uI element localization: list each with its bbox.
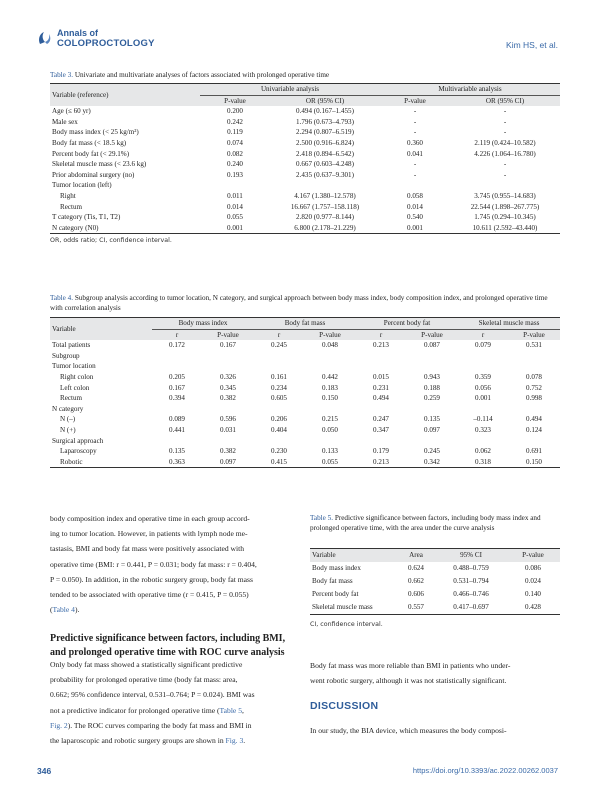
table4-r-cell: 0.079 bbox=[475, 341, 491, 350]
paragraph-line: 0.662; 95% confidence interval, 0.531–0.764; P = 0.024). BMI was bbox=[50, 690, 255, 700]
table4-row bbox=[50, 372, 560, 383]
table5 bbox=[310, 548, 560, 615]
table4-r-cell: 0.234 bbox=[271, 383, 287, 392]
table3-header-variable: Variable (reference) bbox=[52, 90, 109, 99]
table3-variable-cell: Body fat mass (< 18.5 kg) bbox=[52, 138, 127, 147]
table4-header-bmi: Body mass index bbox=[152, 318, 254, 330]
paren-text: ( bbox=[50, 605, 53, 615]
table3-or-cell: 0.667 (0.603–4.248) bbox=[296, 160, 354, 169]
table5-row bbox=[310, 562, 560, 575]
table3-p-value-cell: 0.082 bbox=[227, 149, 243, 158]
table3-row bbox=[50, 170, 560, 181]
table5-footnote: CI, confidence interval. bbox=[310, 621, 383, 628]
table3-subheader-or: OR (95% CI) bbox=[485, 96, 525, 105]
table4-r-cell: 0.179 bbox=[373, 447, 389, 456]
table4-r-cell: 0.394 bbox=[169, 394, 185, 403]
table3-variable-cell: Rectum bbox=[60, 202, 83, 211]
journal-name-line1: Annals of bbox=[57, 28, 99, 38]
table4-p-value-cell bbox=[304, 351, 356, 362]
table4-p-value-cell: 0.150 bbox=[322, 394, 338, 403]
table3-p-value-cell: 0.014 bbox=[407, 202, 423, 211]
table4-r-cell: 0.347 bbox=[373, 425, 389, 434]
table4-r-cell: 0.135 bbox=[169, 447, 185, 456]
table4-p-value-cell: 0.097 bbox=[424, 425, 440, 434]
table3-or-cell: 2.820 (0.977–8.144) bbox=[296, 213, 354, 222]
table5-caption-text: Predictive significance between factors, including body mass index and prolonged operative time, with the area under the curve analysis bbox=[310, 514, 541, 532]
table3-p-value-cell: - bbox=[413, 117, 417, 126]
table4-p-value-cell bbox=[508, 351, 560, 362]
table4-p-value-cell: 0.998 bbox=[526, 394, 542, 403]
text-span: the laparoscopic and robotic surgery groups are shown in bbox=[50, 736, 226, 746]
table5-area-cell: 0.624 bbox=[408, 563, 424, 572]
table5-row bbox=[310, 588, 560, 601]
fig3-link[interactable]: Fig. 3 bbox=[225, 736, 244, 746]
table3-or-cell: 10.611 (2.592–43.440) bbox=[472, 223, 538, 232]
table4-p-value-cell: 0.135 bbox=[424, 415, 440, 424]
table3-row bbox=[50, 191, 560, 202]
table4-r-cell bbox=[152, 404, 202, 415]
table4-r-cell bbox=[152, 436, 202, 447]
table4-r-cell bbox=[356, 404, 406, 415]
text-span: not a predictive indicator for prolonged operative time ( bbox=[50, 705, 220, 715]
right-column-paragraph2 bbox=[310, 723, 560, 738]
table3-row bbox=[50, 138, 560, 149]
table3-or-cell: 3.745 (0.955–14.683) bbox=[474, 191, 536, 200]
paragraph-line bbox=[50, 703, 293, 718]
table3-caption bbox=[50, 70, 560, 80]
paragraph-line: operative time (BMI: r = 0.441, P = 0.031; body fat mass: r = 0.404, bbox=[50, 559, 257, 569]
table4-r-cell: 0.001 bbox=[475, 394, 491, 403]
table4-p-value-cell: 0.150 bbox=[526, 457, 542, 466]
table4-p-value-cell bbox=[508, 361, 560, 372]
table4-row bbox=[50, 436, 560, 447]
table5-variable-cell: Body fat mass bbox=[312, 576, 353, 585]
table4-variable-cell: N category bbox=[52, 404, 84, 413]
table4-r-cell: 0.323 bbox=[475, 425, 491, 434]
paragraph-line: went robotic surgery, although it was not statistically significant. bbox=[310, 676, 507, 686]
table3-or-cell: 0.494 (0.167–1.455) bbox=[296, 107, 354, 116]
table4-p-value-cell: 0.133 bbox=[322, 447, 338, 456]
table4-row bbox=[50, 446, 560, 457]
table4-variable-cell: Rectum bbox=[60, 394, 83, 403]
table4-r-cell: 0.213 bbox=[373, 457, 389, 466]
table4-r-cell: 0.605 bbox=[271, 394, 287, 403]
table4-header-percent-body-fat: Percent body fat bbox=[356, 318, 458, 330]
table4-r-cell: 0.205 bbox=[169, 372, 185, 381]
table3-p-value-cell: - bbox=[413, 160, 417, 169]
table4-subheader-r: r bbox=[277, 330, 281, 339]
table4-r-cell: 0.441 bbox=[169, 425, 185, 434]
paragraph-line bbox=[50, 602, 293, 617]
table4 bbox=[50, 317, 560, 468]
table4-p-value-cell: 0.494 bbox=[526, 415, 542, 424]
table4-r-cell: 0.231 bbox=[373, 383, 389, 392]
table4-r-cell: 0.062 bbox=[475, 447, 491, 456]
table3-or-cell bbox=[450, 180, 560, 191]
table4-r-cell: 0.015 bbox=[373, 372, 389, 381]
table3-p-value-cell: 0.242 bbox=[227, 117, 243, 126]
table4-p-value-cell bbox=[304, 361, 356, 372]
table5-header-area: Area bbox=[409, 550, 423, 559]
table4-variable-cell: N (+) bbox=[60, 425, 76, 434]
table3-p-value-cell: - bbox=[413, 170, 417, 179]
table4-r-cell: 0.230 bbox=[271, 447, 287, 456]
table4-r-cell: 0.213 bbox=[373, 341, 389, 350]
table3-p-value-cell: 0.119 bbox=[227, 128, 243, 137]
table4-r-cell bbox=[254, 351, 304, 362]
table4-header-skeletal-muscle-mass: Skeletal muscle mass bbox=[458, 318, 560, 330]
table4-p-value-cell bbox=[202, 404, 254, 415]
text-span: ). The ROC curves comparing the body fat mass and BMI in bbox=[67, 720, 252, 730]
table3-variable-cell: N category (N0) bbox=[52, 223, 99, 232]
table3-variable-cell: Skeletal muscle mass (< 23.6 kg) bbox=[52, 160, 147, 169]
paragraph-line: In our study, the BIA device, which measures the body composi- bbox=[310, 726, 507, 735]
table4-r-cell: 0.206 bbox=[271, 415, 287, 424]
table5-p-value-cell: 0.140 bbox=[525, 589, 541, 598]
running-head-authors: Kim HS, et al. bbox=[506, 40, 558, 50]
table4-p-value-cell: 0.752 bbox=[526, 383, 542, 392]
table3-p-value-cell: 0.041 bbox=[407, 149, 423, 158]
table5-area-cell: 0.662 bbox=[408, 576, 424, 585]
table4-p-value-cell bbox=[406, 351, 458, 362]
table4-p-value-cell bbox=[202, 361, 254, 372]
table3-or-cell: - bbox=[503, 128, 507, 137]
table4-p-value-cell bbox=[202, 351, 254, 362]
table4-row bbox=[50, 425, 560, 436]
table4-header-variable: Variable bbox=[52, 324, 76, 333]
table4-r-cell: 0.089 bbox=[169, 415, 185, 424]
table4-r-cell: 0.318 bbox=[475, 457, 491, 466]
table3-p-value-cell: 0.014 bbox=[227, 202, 243, 211]
table5-row bbox=[310, 575, 560, 588]
table3-p-value-cell: 0.011 bbox=[227, 191, 243, 200]
table3-or-cell: - bbox=[503, 107, 507, 116]
table4-body bbox=[50, 340, 560, 468]
table4-r-cell: 0.404 bbox=[271, 425, 287, 434]
journal-name-line2: COLOPROCTOLOGY bbox=[57, 38, 155, 49]
table3-row bbox=[50, 106, 560, 117]
table3-p-value-cell: 0.001 bbox=[407, 223, 423, 232]
left-column-paragraph2 bbox=[50, 657, 293, 748]
text-span: , bbox=[242, 705, 244, 715]
table4-p-value-cell: 0.345 bbox=[220, 383, 236, 392]
table4-p-value-cell: 0.087 bbox=[424, 341, 440, 350]
paragraph-line: Body fat mass was more reliable than BMI in patients who under- bbox=[310, 661, 511, 670]
table4-r-cell: 0.056 bbox=[475, 383, 491, 392]
table3-subheader-or: OR (95% CI) bbox=[305, 96, 345, 105]
table4-p-value-cell: 0.596 bbox=[220, 415, 236, 424]
table4-row bbox=[50, 457, 560, 468]
doi-link[interactable]: https://doi.org/10.3393/ac.2022.00262.0037 bbox=[412, 766, 558, 775]
table3-row bbox=[50, 149, 560, 160]
table4-subheader-r: r bbox=[481, 330, 485, 339]
table4-caption-text: Subgroup analysis according to tumor location, N category, and surgical approach between body mass index, body composition index, and prolonged operative time with correlation analysis bbox=[50, 294, 548, 312]
table4-r-cell bbox=[254, 436, 304, 447]
table4-r-cell bbox=[356, 436, 406, 447]
table5-header-ci: 95% CI bbox=[460, 550, 482, 559]
table4-r-cell: 0.245 bbox=[271, 341, 287, 350]
paragraph-line: ing to tumor location. However, in patients with lymph node me- bbox=[50, 529, 248, 539]
left-column bbox=[50, 511, 293, 617]
paragraph-line: body composition index and operative time in each group accord- bbox=[50, 514, 250, 523]
table5-ci-cell: 0.466–0.746 bbox=[453, 589, 489, 598]
table4-subheader-p: P-value bbox=[319, 330, 341, 339]
table3-or-cell: - bbox=[503, 117, 507, 126]
table3-p-value-cell: 0.058 bbox=[407, 191, 423, 200]
table4-caption bbox=[50, 293, 560, 313]
table3-p-value-cell: 0.074 bbox=[227, 138, 243, 147]
table4-p-value-cell: 0.078 bbox=[526, 372, 542, 381]
table4-variable-cell: Total patients bbox=[52, 341, 91, 350]
table3-or-cell: 2.119 (0.424–10.582) bbox=[474, 138, 536, 147]
table3-p-value-cell: 0.540 bbox=[407, 213, 423, 222]
table5-body bbox=[310, 562, 560, 615]
table4-r-cell bbox=[152, 351, 202, 362]
table3-p-value-cell: - bbox=[413, 128, 417, 137]
table4-r-cell bbox=[152, 361, 202, 372]
paragraph-line: P = 0.050). In addition, in the robotic surgery group, body fat mass bbox=[50, 574, 253, 584]
paragraph-line bbox=[50, 718, 293, 733]
table3-row bbox=[50, 212, 560, 223]
table3-p-value-cell: 0.360 bbox=[407, 138, 423, 147]
table4-subheader-r: r bbox=[175, 330, 179, 339]
table5-p-value-cell: 0.024 bbox=[525, 576, 541, 585]
table4-r-cell bbox=[458, 351, 508, 362]
table3-caption-text: Univariate and multivariate analyses of factors associated with prolonged operative time bbox=[73, 71, 330, 79]
table3-or-cell: 22.544 (1.898–267.775) bbox=[470, 202, 540, 211]
table5-ci-cell: 0.417–0.697 bbox=[453, 602, 489, 611]
table3-label: Table 3. bbox=[50, 71, 74, 79]
table3-body bbox=[50, 106, 560, 234]
table3-subheader-p: P-value bbox=[404, 96, 426, 105]
table5-header-p: P-value bbox=[522, 550, 544, 559]
table4-p-value-cell: 0.055 bbox=[322, 457, 338, 466]
table5-ci-cell: 0.531–0.794 bbox=[453, 576, 489, 585]
table3-or-cell: 1.745 (0.294–10.345) bbox=[474, 213, 536, 222]
table3-header-univariable: Univariable analysis bbox=[200, 84, 380, 96]
table4-p-value-cell: 0.124 bbox=[526, 425, 542, 434]
table3-or-cell: 2.435 (0.637–9.301) bbox=[296, 170, 354, 179]
table4-r-cell: 0.363 bbox=[169, 457, 185, 466]
table5-ci-cell: 0.488–0.759 bbox=[453, 563, 489, 572]
table4-p-value-cell: 0.943 bbox=[424, 372, 440, 381]
table5-p-value-cell: 0.086 bbox=[525, 563, 541, 572]
table4-p-value-cell bbox=[304, 404, 356, 415]
table3-variable-cell: Prior abdominal surgery (no) bbox=[52, 170, 135, 179]
table4-p-value-cell: 0.167 bbox=[220, 341, 236, 350]
heading-line: Predictive significance between factors, including BMI, bbox=[50, 633, 286, 644]
table4-variable-cell: Laparoscopy bbox=[60, 447, 97, 456]
table4-subheader-p: P-value bbox=[421, 330, 443, 339]
table4-p-value-cell: 0.048 bbox=[322, 341, 338, 350]
table4-r-cell bbox=[458, 361, 508, 372]
table5-variable-cell: Skeletal muscle mass bbox=[312, 602, 373, 611]
table5-variable-cell: Body mass index bbox=[312, 563, 361, 572]
table4-r-cell: 0.247 bbox=[373, 415, 389, 424]
table4-header-body-fat-mass: Body fat mass bbox=[254, 318, 356, 330]
table4-p-value-cell: 0.531 bbox=[526, 341, 542, 350]
table4-label: Table 4. bbox=[50, 294, 74, 302]
table4-link[interactable]: Table 4 bbox=[52, 605, 75, 615]
table4-subheader-p: P-value bbox=[523, 330, 545, 339]
table4-variable-cell: N (–) bbox=[60, 415, 76, 424]
paragraph-line: tastasis, BMI and body fat mass were positively associated with bbox=[50, 544, 245, 554]
table4-variable-cell: Robotic bbox=[60, 457, 83, 466]
table4-r-cell: 0.359 bbox=[475, 372, 491, 381]
table4-p-value-cell bbox=[304, 436, 356, 447]
table4-variable-cell: Surgical approach bbox=[52, 436, 104, 445]
table4-row bbox=[50, 351, 560, 362]
table5-row bbox=[310, 601, 560, 615]
table4-p-value-cell: 0.691 bbox=[526, 447, 542, 456]
discussion-heading: DISCUSSION bbox=[310, 700, 379, 712]
right-column-paragraph1 bbox=[310, 658, 560, 688]
table3-p-value-cell bbox=[380, 180, 450, 191]
table3-variable-cell: Right bbox=[60, 191, 76, 200]
table3-or-cell: 2.418 (0.894–6.542) bbox=[296, 149, 354, 158]
table4-r-cell bbox=[254, 404, 304, 415]
table4-p-value-cell: 0.382 bbox=[220, 394, 236, 403]
table4-variable-cell: Subgroup bbox=[52, 351, 80, 360]
table4-p-value-cell: 0.188 bbox=[424, 383, 440, 392]
table4-p-value-cell: 0.342 bbox=[424, 457, 440, 466]
table4-r-cell bbox=[356, 361, 406, 372]
section-heading-roc bbox=[50, 632, 300, 660]
table4-row bbox=[50, 340, 560, 351]
text-span: . bbox=[243, 736, 246, 746]
table4-p-value-cell: 0.245 bbox=[424, 447, 440, 456]
table5-area-cell: 0.557 bbox=[408, 602, 424, 611]
table4-p-value-cell bbox=[202, 436, 254, 447]
table4-p-value-cell: 0.382 bbox=[220, 447, 236, 456]
table4-r-cell: 0.172 bbox=[169, 341, 185, 350]
table4-p-value-cell bbox=[406, 361, 458, 372]
table5-caption bbox=[310, 513, 560, 533]
table4-p-value-cell: 0.326 bbox=[220, 372, 236, 381]
table4-r-cell: 0.167 bbox=[169, 383, 185, 392]
table4-p-value-cell bbox=[406, 404, 458, 415]
paragraph-line bbox=[50, 733, 293, 748]
table3-row bbox=[50, 223, 560, 234]
table4-variable-cell: Left colon bbox=[60, 383, 90, 392]
table3-or-cell: 16.667 (1.757–158.118) bbox=[290, 202, 360, 211]
table4-p-value-cell bbox=[406, 436, 458, 447]
table3-or-cell: 4.167 (1.380–12.578) bbox=[294, 191, 356, 200]
table3-p-value-cell: 0.200 bbox=[227, 107, 243, 116]
table4-p-value-cell bbox=[508, 436, 560, 447]
table3-p-value-cell: - bbox=[413, 107, 417, 116]
paragraph-line: Only body fat mass showed a statistically significant predictive bbox=[50, 660, 243, 669]
table3-or-cell bbox=[270, 180, 380, 191]
table3-variable-cell: Tumor location (left) bbox=[52, 181, 112, 190]
table5-p-value-cell: 0.428 bbox=[525, 602, 541, 611]
table4-row bbox=[50, 414, 560, 425]
table3-variable-cell: Body mass index (< 25 kg/m²) bbox=[52, 128, 139, 137]
table3-or-cell: 2.294 (0.807–6.519) bbox=[296, 128, 354, 137]
table3-or-cell: - bbox=[503, 160, 507, 169]
table3-or-cell: 6.800 (2.178–21.229) bbox=[294, 223, 356, 232]
paren-text: ). bbox=[74, 605, 80, 615]
table4-r-cell bbox=[356, 351, 406, 362]
table4-subheader-p: P-value bbox=[217, 330, 239, 339]
table3-p-value-cell: 0.193 bbox=[227, 170, 243, 179]
table4-variable-cell: Tumor location bbox=[52, 362, 96, 371]
table3-variable-cell: Age (≤ 60 yr) bbox=[52, 107, 91, 116]
table4-p-value-cell: 0.215 bbox=[322, 415, 338, 424]
journal-logo-icon bbox=[37, 30, 53, 46]
table4-r-cell: –0.114 bbox=[473, 415, 493, 424]
table3-or-cell: 1.796 (0.673–4.793) bbox=[296, 117, 354, 126]
table4-p-value-cell: 0.097 bbox=[220, 457, 236, 466]
paragraph-line: probability for prolonged operative time (body fat mass: area, bbox=[50, 675, 238, 685]
table5-header-variable: Variable bbox=[312, 550, 336, 559]
table4-row bbox=[50, 393, 560, 404]
table3-p-value-cell: 0.240 bbox=[227, 160, 243, 169]
table3-row bbox=[50, 180, 560, 191]
paragraph-line: tended to be associated with operative time (r = 0.415, P = 0.055) bbox=[50, 590, 249, 600]
table5-area-cell: 0.606 bbox=[408, 589, 424, 598]
table4-p-value-cell: 0.031 bbox=[220, 425, 236, 434]
table3-variable-cell: Percent body fat (< 29.1%) bbox=[52, 149, 130, 158]
table3 bbox=[50, 83, 560, 234]
table3-variable-cell: Male sex bbox=[52, 117, 78, 126]
table3-footnote: OR, odds ratio; CI, confidence interval. bbox=[50, 237, 172, 244]
table5-link[interactable]: Table 5 bbox=[219, 705, 242, 715]
table5-label: Table 5. bbox=[310, 514, 334, 522]
table3-p-value-cell: 0.001 bbox=[227, 223, 243, 232]
table3-or-cell: 4.226 (1.064–16.780) bbox=[474, 149, 536, 158]
table3-or-cell: - bbox=[503, 170, 507, 179]
table3-row bbox=[50, 202, 560, 213]
table4-p-value-cell bbox=[508, 404, 560, 415]
table4-r-cell bbox=[458, 404, 508, 415]
table3-row bbox=[50, 159, 560, 170]
table4-p-value-cell: 0.259 bbox=[424, 394, 440, 403]
table4-p-value-cell: 0.442 bbox=[322, 372, 338, 381]
table4-row bbox=[50, 404, 560, 415]
table4-row bbox=[50, 361, 560, 372]
table4-subheader-r: r bbox=[379, 330, 383, 339]
table4-r-cell: 0.415 bbox=[271, 457, 287, 466]
table4-row bbox=[50, 383, 560, 394]
table3-p-value-cell: 0.055 bbox=[227, 213, 243, 222]
table4-r-cell bbox=[458, 436, 508, 447]
table3-variable-cell: T category (Tis, T1, T2) bbox=[52, 213, 121, 222]
table3-p-value-cell bbox=[200, 180, 270, 191]
heading-line: and prolonged operative time with ROC curve analysis bbox=[50, 647, 285, 658]
table4-variable-cell: Right colon bbox=[60, 372, 94, 381]
table4-p-value-cell: 0.050 bbox=[322, 425, 338, 434]
page-number: 346 bbox=[37, 766, 52, 776]
table3-row bbox=[50, 117, 560, 128]
table3-header-multivariable: Multivariable analysis bbox=[380, 84, 560, 96]
table3-row bbox=[50, 127, 560, 138]
table3-or-cell: 2.500 (0.916–6.824) bbox=[296, 138, 354, 147]
table4-r-cell: 0.161 bbox=[271, 372, 287, 381]
table4-p-value-cell: 0.183 bbox=[322, 383, 338, 392]
table4-r-cell bbox=[254, 361, 304, 372]
table4-r-cell: 0.494 bbox=[373, 394, 389, 403]
table5-variable-cell: Percent body fat bbox=[312, 589, 359, 598]
table3-subheader-p: P-value bbox=[224, 96, 246, 105]
fig2-link[interactable]: Fig. 2 bbox=[50, 720, 68, 730]
